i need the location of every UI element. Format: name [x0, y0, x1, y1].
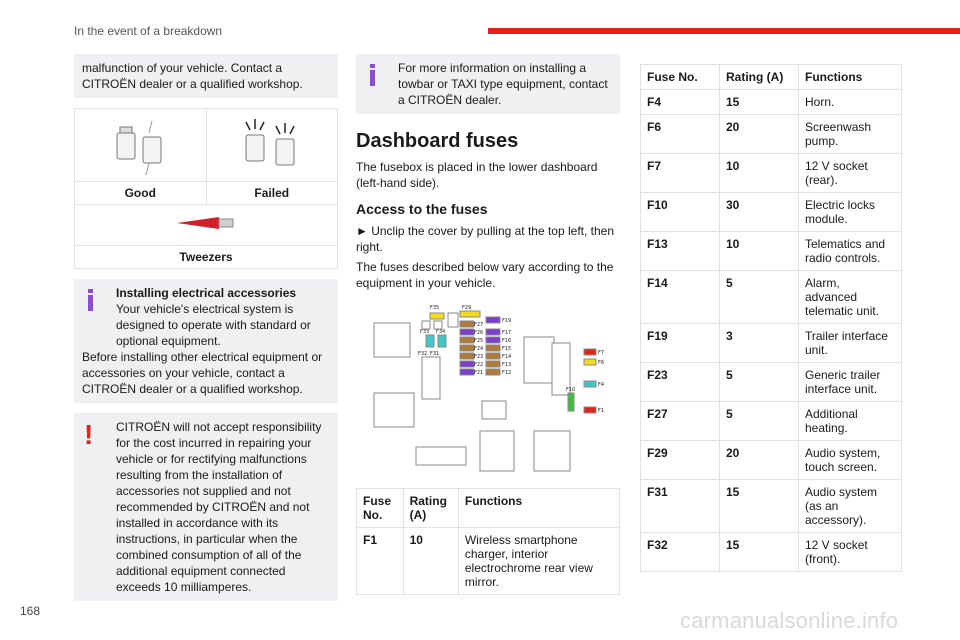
functions-cell: Wireless smartphone charger, interior electrochrome rear view mirror. [458, 528, 619, 595]
label-F32: F32 [418, 351, 428, 357]
table-row [641, 363, 902, 402]
table-row [641, 193, 902, 232]
running-header: In the event of a breakdown [74, 24, 223, 38]
label-F17: F17 [502, 330, 512, 336]
good-label: Good [124, 186, 156, 200]
responsibility-warning-box [74, 413, 338, 601]
fuse-no-cell: F23 [641, 363, 720, 402]
vary-text: The fuses described below vary according to the equipment in your vehicle. [356, 260, 614, 290]
fuse-no-cell: F32 [641, 533, 720, 572]
fuse-no-cell: F10 [641, 193, 720, 232]
table-row [357, 528, 620, 595]
label-F25: F25 [474, 338, 484, 344]
table-row [641, 154, 902, 193]
table-row [641, 533, 902, 572]
table-row [641, 90, 902, 115]
malfunction-note [74, 54, 338, 98]
fusebox-location-text: The fusebox is placed in the lower dashboard (left-hand side). [356, 160, 598, 190]
functions-cell: Horn. [799, 90, 902, 115]
good-fuse-icon [105, 113, 175, 181]
header-functions: Functions [799, 65, 902, 90]
fuse-no-cell: F13 [641, 232, 720, 271]
info-icon [368, 64, 378, 86]
label-F4: F4 [598, 382, 605, 388]
rating-cell: 3 [720, 324, 799, 363]
rating-cell: 15 [720, 90, 799, 115]
accessories-info-box [74, 279, 338, 403]
fuse-no-cell: F19 [641, 324, 720, 363]
rating-cell: 15 [720, 533, 799, 572]
fusebox-diagram-svg [356, 297, 620, 475]
rating-cell: 5 [720, 363, 799, 402]
column-2 [356, 54, 620, 595]
header-rating: Rating (A) [720, 65, 799, 90]
page-number: 168 [20, 604, 41, 618]
functions-cell: Alarm, advanced telematic unit. [799, 271, 902, 324]
table-row [641, 271, 902, 324]
functions-cell: 12 V socket (rear). [799, 154, 902, 193]
rating-cell: 5 [720, 271, 799, 324]
label-F6: F6 [598, 360, 605, 366]
rating-cell: 15 [720, 480, 799, 533]
header-rating: Rating (A) [403, 489, 458, 528]
label-F21: F21 [474, 370, 484, 376]
label-F16: F16 [502, 338, 512, 344]
label-F33: F33 [420, 329, 430, 335]
functions-cell: Audio system (as an accessory). [799, 480, 902, 533]
tweezers-label: Tweezers [179, 250, 233, 264]
fuse-no-cell: F31 [641, 480, 720, 533]
functions-cell: 12 V socket (front). [799, 533, 902, 572]
table-header-row [357, 489, 620, 528]
rating-cell: 20 [720, 441, 799, 480]
table-header-row [641, 65, 902, 90]
rating-cell: 10 [403, 528, 458, 595]
table-row [641, 232, 902, 271]
label-F7: F7 [598, 350, 605, 356]
label-F10: F10 [566, 387, 576, 393]
fusebox-diagram [356, 297, 620, 480]
fuse-no-cell: F1 [357, 528, 404, 595]
label-F12: F12 [502, 370, 512, 376]
tweezers-illustration [75, 205, 337, 245]
step-text: ► Unclip the cover by pulling at the top left, then right. [356, 224, 615, 254]
table-row [641, 402, 902, 441]
column-3 [640, 64, 902, 572]
table-row [641, 441, 902, 480]
functions-cell: Telematics and radio controls. [799, 232, 902, 271]
info-title: Installing electrical accessories [116, 286, 297, 300]
rating-cell: 20 [720, 115, 799, 154]
fuse-no-cell: F4 [641, 90, 720, 115]
fuse-no-cell: F7 [641, 154, 720, 193]
functions-cell: Trailer interface unit. [799, 324, 902, 363]
info-icon [86, 289, 96, 311]
header-fuse-no: Fuse No. [641, 65, 720, 90]
header-fuse-no: Fuse No. [357, 489, 404, 528]
warning-text: CITROËN will not accept responsibility for the cost incurred in repairing your vehicle or for rectifying malfunctions resulting from the installation of accessories not supplied and not recommended by CITROËN and not installed in accordance with its instructions, in particular when the combined consumption of all of the additional equipment connected exceeds 10 milliamperes. [116, 420, 322, 594]
rating-cell: 10 [720, 232, 799, 271]
good-fuse-illustration [75, 109, 206, 181]
fuse-no-cell: F6 [641, 115, 720, 154]
label-F23: F23 [474, 354, 484, 360]
functions-cell: Electric locks module. [799, 193, 902, 232]
fuse-condition-figure [74, 108, 338, 269]
functions-cell: Audio system, touch screen. [799, 441, 902, 480]
functions-cell: Screenwash pump. [799, 115, 902, 154]
label-F29: F29 [462, 305, 472, 311]
label-F14: F14 [502, 354, 512, 360]
label-F19: F19 [502, 318, 512, 324]
rating-cell: 30 [720, 193, 799, 232]
label-F13: F13 [502, 362, 512, 368]
info-text-1: Your vehicle's electrical system is designed to operate with standard or optional equipment. [116, 302, 311, 348]
malfunction-text: malfunction of your vehicle. Contact a CITROËN dealer or a qualified workshop. [82, 61, 303, 91]
fuse-no-cell: F29 [641, 441, 720, 480]
header-accent-bar [488, 28, 960, 34]
info-text-2: Before installing other electrical equipment or accessories on your vehicle, contact a CITROËN dealer or a qualified workshop. [82, 350, 323, 396]
label-F35: F35 [430, 305, 440, 311]
table-row [641, 324, 902, 363]
section-heading: Dashboard fuses [356, 130, 519, 152]
label-F24: F24 [474, 346, 484, 352]
access-heading: Access to the fuses [356, 201, 488, 217]
column-1 [74, 54, 338, 601]
label-F1: F1 [598, 408, 605, 414]
fuse-no-cell: F14 [641, 271, 720, 324]
rating-cell: 10 [720, 154, 799, 193]
rating-cell: 5 [720, 402, 799, 441]
fuse-table-part-1 [356, 488, 620, 595]
warning-icon: ! [84, 419, 94, 450]
table-row [641, 115, 902, 154]
failed-label: Failed [206, 182, 338, 204]
fuse-table-part-2 [640, 64, 902, 572]
tweezers-icon [171, 209, 241, 239]
label-F27: F27 [474, 322, 484, 328]
towbar-info-text: For more information on installing a towbar or TAXI type equipment, contact a CITROËN dealer. [398, 61, 608, 107]
label-F34: F34 [436, 329, 446, 335]
fuse-no-cell: F27 [641, 402, 720, 441]
label-F26: F26 [474, 330, 484, 336]
table-row [641, 480, 902, 533]
label-F31: F31 [430, 351, 440, 357]
failed-fuse-illustration [206, 109, 338, 181]
failed-fuse-icon [232, 113, 312, 181]
label-F22: F22 [474, 362, 484, 368]
towbar-info-box [356, 54, 620, 114]
watermark: carmanualsonline.info [680, 608, 899, 633]
functions-cell: Additional heating. [799, 402, 902, 441]
functions-cell: Generic trailer interface unit. [799, 363, 902, 402]
label-F15: F15 [502, 346, 512, 352]
header-functions: Functions [458, 489, 619, 528]
